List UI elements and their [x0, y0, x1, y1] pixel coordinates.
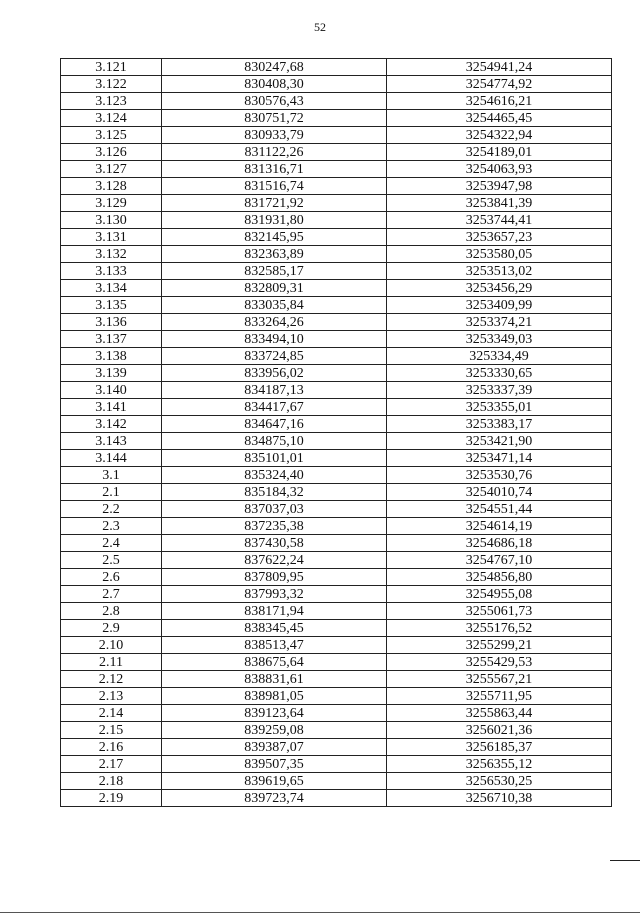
y-coordinate-cell: 3256530,25: [387, 773, 612, 790]
point-number-cell: 3.125: [61, 127, 162, 144]
table-row: [61, 637, 612, 654]
y-coordinate-cell: 3255176,52: [387, 620, 612, 637]
y-coordinate-cell: 3254614,19: [387, 518, 612, 535]
x-coordinate-cell: 839619,65: [162, 773, 387, 790]
point-number-cell: 2.11: [61, 654, 162, 671]
table-row: [61, 110, 612, 127]
y-coordinate-cell: 3253657,23: [387, 229, 612, 246]
x-coordinate-cell: 834875,10: [162, 433, 387, 450]
margin-line: [610, 860, 640, 861]
x-coordinate-cell: 831931,80: [162, 212, 387, 229]
table-row: [61, 297, 612, 314]
table-row: [61, 756, 612, 773]
point-number-cell: 2.7: [61, 586, 162, 603]
table-row: [61, 654, 612, 671]
table-row: [61, 501, 612, 518]
y-coordinate-cell: 3253456,29: [387, 280, 612, 297]
point-number-cell: 2.6: [61, 569, 162, 586]
y-coordinate-cell: 3254767,10: [387, 552, 612, 569]
point-number-cell: 3.124: [61, 110, 162, 127]
table-row: [61, 178, 612, 195]
x-coordinate-cell: 838345,45: [162, 620, 387, 637]
y-coordinate-cell: 3253580,05: [387, 246, 612, 263]
y-coordinate-cell: 3253330,65: [387, 365, 612, 382]
page-bottom-edge: [0, 912, 640, 913]
x-coordinate-cell: 839507,35: [162, 756, 387, 773]
x-coordinate-cell: 832145,95: [162, 229, 387, 246]
point-number-cell: 3.143: [61, 433, 162, 450]
table-row: [61, 212, 612, 229]
point-number-cell: 3.142: [61, 416, 162, 433]
x-coordinate-cell: 834187,13: [162, 382, 387, 399]
point-number-cell: 2.19: [61, 790, 162, 807]
point-number-cell: 3.123: [61, 93, 162, 110]
x-coordinate-cell: 833494,10: [162, 331, 387, 348]
x-coordinate-cell: 831516,74: [162, 178, 387, 195]
x-coordinate-cell: 834417,67: [162, 399, 387, 416]
table-row: [61, 280, 612, 297]
y-coordinate-cell: 3253374,21: [387, 314, 612, 331]
point-number-cell: 3.132: [61, 246, 162, 263]
table-row: [61, 603, 612, 620]
table-row: [61, 229, 612, 246]
table-row: [61, 416, 612, 433]
y-coordinate-cell: 3254941,24: [387, 59, 612, 76]
point-number-cell: 3.134: [61, 280, 162, 297]
point-number-cell: 2.8: [61, 603, 162, 620]
y-coordinate-cell: 3256185,37: [387, 739, 612, 756]
y-coordinate-cell: 3254063,93: [387, 161, 612, 178]
x-coordinate-cell: 832585,17: [162, 263, 387, 280]
table-row: [61, 76, 612, 93]
table-row: [61, 671, 612, 688]
x-coordinate-cell: 838513,47: [162, 637, 387, 654]
table-row: [61, 59, 612, 76]
x-coordinate-cell: 833956,02: [162, 365, 387, 382]
point-number-cell: 2.12: [61, 671, 162, 688]
table-row: [61, 246, 612, 263]
x-coordinate-cell: 830576,43: [162, 93, 387, 110]
y-coordinate-cell: 3253471,14: [387, 450, 612, 467]
point-number-cell: 3.139: [61, 365, 162, 382]
table-row: [61, 450, 612, 467]
y-coordinate-cell: 3254686,18: [387, 535, 612, 552]
y-coordinate-cell: 3256355,12: [387, 756, 612, 773]
point-number-cell: 3.140: [61, 382, 162, 399]
x-coordinate-cell: 830933,79: [162, 127, 387, 144]
y-coordinate-cell: 3253744,41: [387, 212, 612, 229]
table-row: [61, 144, 612, 161]
table-row: [61, 93, 612, 110]
point-number-cell: 2.18: [61, 773, 162, 790]
point-number-cell: 3.131: [61, 229, 162, 246]
y-coordinate-cell: 3253513,02: [387, 263, 612, 280]
y-coordinate-cell: 3255711,95: [387, 688, 612, 705]
table-row: [61, 586, 612, 603]
point-number-cell: 3.141: [61, 399, 162, 416]
y-coordinate-cell: 3253841,39: [387, 195, 612, 212]
y-coordinate-cell: 3254616,21: [387, 93, 612, 110]
y-coordinate-cell: 3253337,39: [387, 382, 612, 399]
point-number-cell: 3.128: [61, 178, 162, 195]
y-coordinate-cell: 3253409,99: [387, 297, 612, 314]
table-row: [61, 399, 612, 416]
y-coordinate-cell: 3254322,94: [387, 127, 612, 144]
y-coordinate-cell: 3254189,01: [387, 144, 612, 161]
table-row: [61, 314, 612, 331]
x-coordinate-cell: 830408,30: [162, 76, 387, 93]
x-coordinate-cell: 837622,24: [162, 552, 387, 569]
y-coordinate-cell: 3255299,21: [387, 637, 612, 654]
table-row: [61, 433, 612, 450]
table-row: [61, 331, 612, 348]
coordinates-table-container: [60, 58, 608, 807]
table-row: [61, 705, 612, 722]
table-row: [61, 688, 612, 705]
table-row: [61, 620, 612, 637]
x-coordinate-cell: 835101,01: [162, 450, 387, 467]
table-row: [61, 195, 612, 212]
x-coordinate-cell: 839123,64: [162, 705, 387, 722]
y-coordinate-cell: 3253530,76: [387, 467, 612, 484]
y-coordinate-cell: 3255567,21: [387, 671, 612, 688]
x-coordinate-cell: 830751,72: [162, 110, 387, 127]
y-coordinate-cell: 3254856,80: [387, 569, 612, 586]
point-number-cell: 2.5: [61, 552, 162, 569]
y-coordinate-cell: 3254010,74: [387, 484, 612, 501]
point-number-cell: 3.133: [61, 263, 162, 280]
table-row: [61, 382, 612, 399]
point-number-cell: 3.130: [61, 212, 162, 229]
x-coordinate-cell: 837037,03: [162, 501, 387, 518]
point-number-cell: 2.13: [61, 688, 162, 705]
point-number-cell: 3.136: [61, 314, 162, 331]
x-coordinate-cell: 833035,84: [162, 297, 387, 314]
coordinates-table-body: [61, 59, 612, 807]
point-number-cell: 2.10: [61, 637, 162, 654]
x-coordinate-cell: 833724,85: [162, 348, 387, 365]
x-coordinate-cell: 831316,71: [162, 161, 387, 178]
point-number-cell: 2.14: [61, 705, 162, 722]
point-number-cell: 3.135: [61, 297, 162, 314]
point-number-cell: 3.1: [61, 467, 162, 484]
coordinates-table: [60, 58, 612, 807]
y-coordinate-cell: 3255061,73: [387, 603, 612, 620]
table-row: [61, 161, 612, 178]
table-row: [61, 739, 612, 756]
x-coordinate-cell: 839387,07: [162, 739, 387, 756]
y-coordinate-cell: 3253947,98: [387, 178, 612, 195]
x-coordinate-cell: 838981,05: [162, 688, 387, 705]
table-row: [61, 263, 612, 280]
point-number-cell: 2.1: [61, 484, 162, 501]
point-number-cell: 2.16: [61, 739, 162, 756]
table-row: [61, 790, 612, 807]
x-coordinate-cell: 838831,61: [162, 671, 387, 688]
point-number-cell: 3.126: [61, 144, 162, 161]
point-number-cell: 3.137: [61, 331, 162, 348]
y-coordinate-cell: 3254551,44: [387, 501, 612, 518]
x-coordinate-cell: 835184,32: [162, 484, 387, 501]
table-row: [61, 569, 612, 586]
x-coordinate-cell: 838171,94: [162, 603, 387, 620]
y-coordinate-cell: 3253421,90: [387, 433, 612, 450]
x-coordinate-cell: 837809,95: [162, 569, 387, 586]
table-row: [61, 552, 612, 569]
y-coordinate-cell: 3254465,45: [387, 110, 612, 127]
table-row: [61, 348, 612, 365]
table-row: [61, 535, 612, 552]
table-row: [61, 773, 612, 790]
y-coordinate-cell: 3255863,44: [387, 705, 612, 722]
point-number-cell: 3.121: [61, 59, 162, 76]
x-coordinate-cell: 835324,40: [162, 467, 387, 484]
table-row: [61, 127, 612, 144]
table-row: [61, 484, 612, 501]
point-number-cell: 2.17: [61, 756, 162, 773]
y-coordinate-cell: 3256710,38: [387, 790, 612, 807]
x-coordinate-cell: 837235,38: [162, 518, 387, 535]
point-number-cell: 2.15: [61, 722, 162, 739]
point-number-cell: 2.4: [61, 535, 162, 552]
y-coordinate-cell: 3253383,17: [387, 416, 612, 433]
y-coordinate-cell: 3253355,01: [387, 399, 612, 416]
point-number-cell: 2.3: [61, 518, 162, 535]
x-coordinate-cell: 834647,16: [162, 416, 387, 433]
point-number-cell: 2.2: [61, 501, 162, 518]
x-coordinate-cell: 837993,32: [162, 586, 387, 603]
y-coordinate-cell: 3254774,92: [387, 76, 612, 93]
x-coordinate-cell: 838675,64: [162, 654, 387, 671]
point-number-cell: 3.138: [61, 348, 162, 365]
point-number-cell: 3.127: [61, 161, 162, 178]
table-row: [61, 467, 612, 484]
point-number-cell: 2.9: [61, 620, 162, 637]
x-coordinate-cell: 833264,26: [162, 314, 387, 331]
point-number-cell: 3.144: [61, 450, 162, 467]
y-coordinate-cell: 3253349,03: [387, 331, 612, 348]
x-coordinate-cell: 832363,89: [162, 246, 387, 263]
table-row: [61, 518, 612, 535]
y-coordinate-cell: 3254955,08: [387, 586, 612, 603]
x-coordinate-cell: 839259,08: [162, 722, 387, 739]
y-coordinate-cell: 325334,49: [387, 348, 612, 365]
y-coordinate-cell: 3256021,36: [387, 722, 612, 739]
x-coordinate-cell: 831721,92: [162, 195, 387, 212]
x-coordinate-cell: 832809,31: [162, 280, 387, 297]
x-coordinate-cell: 839723,74: [162, 790, 387, 807]
x-coordinate-cell: 830247,68: [162, 59, 387, 76]
point-number-cell: 3.122: [61, 76, 162, 93]
table-row: [61, 722, 612, 739]
x-coordinate-cell: 837430,58: [162, 535, 387, 552]
point-number-cell: 3.129: [61, 195, 162, 212]
y-coordinate-cell: 3255429,53: [387, 654, 612, 671]
table-row: [61, 365, 612, 382]
page-number: 52: [314, 20, 326, 34]
x-coordinate-cell: 831122,26: [162, 144, 387, 161]
